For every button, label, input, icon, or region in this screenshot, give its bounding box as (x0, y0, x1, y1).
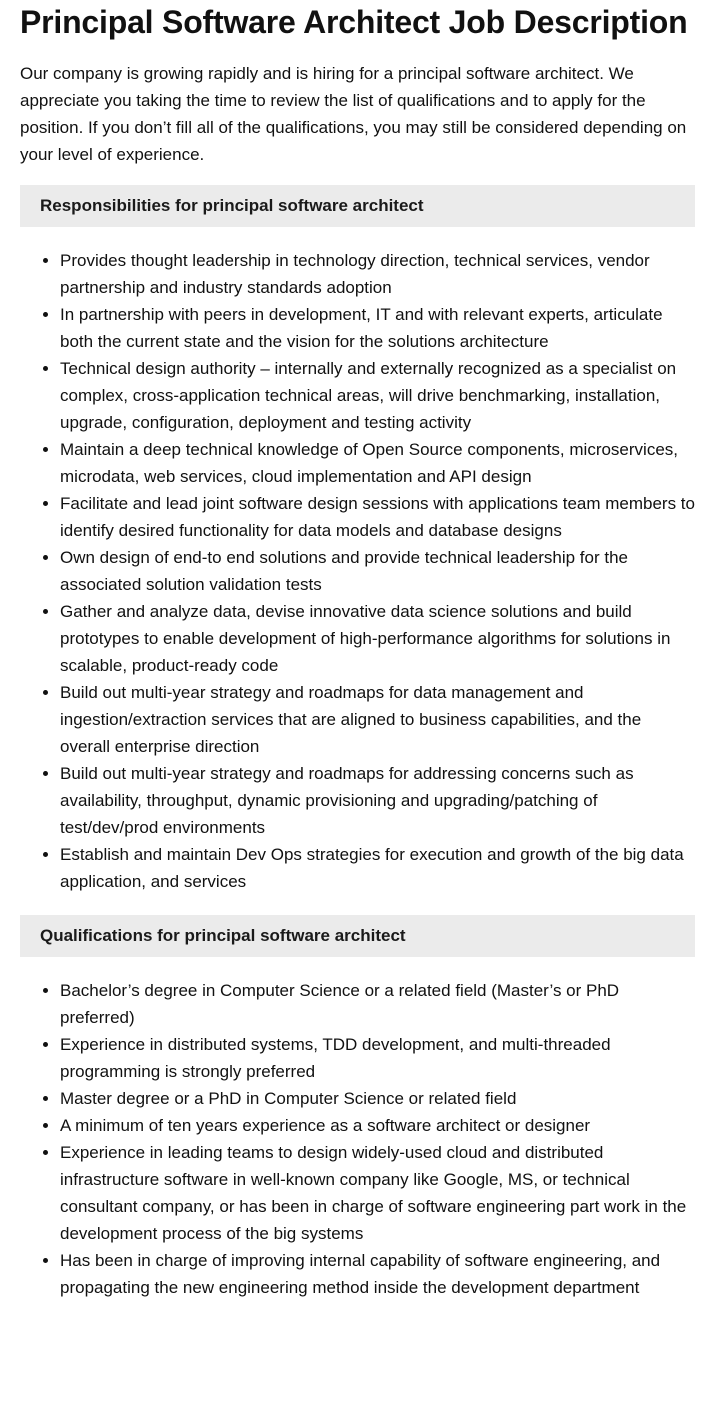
list-item: • Bachelor’s degree in Computer Science or a related field (Master’s or PhD preferred) (60, 977, 695, 1031)
list-item: • Experience in leading teams to design widely-used cloud and distributed infrastructure software in well-known company like Google, MS, or technical consultant company, or has been in charge of software engineering part work in the development process of the big systems (60, 1139, 695, 1247)
page-title: Principal Software Architect Job Description (20, 4, 688, 40)
list-item: • In partnership with peers in development, IT and with relevant experts, articulate both the current state and the vision for the solutions architecture (60, 301, 695, 355)
list-item: • A minimum of ten years experience as a software architect or designer (60, 1112, 695, 1139)
list-item: • Provides thought leadership in technology direction, technical services, vendor partnership and industry standards adoption (60, 247, 695, 301)
list-item: • Build out multi-year strategy and roadmaps for addressing concerns such as availability, throughput, dynamic provisioning and upgrading/patching of test/dev/prod environments (60, 760, 695, 841)
list-item: • Technical design authority – internally and externally recognized as a specialist on complex, cross-application technical areas, will drive benchmarking, installation, upgrade, configuration, deployment and testing activity (60, 355, 695, 436)
section-heading: Qualifications for principal software architect (20, 915, 695, 957)
section-list (20, 977, 695, 1301)
list-item: • Maintain a deep technical knowledge of Open Source components, microservices, microdata, web services, cloud implementation and API design (60, 436, 695, 490)
intro-paragraph: Our company is growing rapidly and is hiring for a principal software architect. We appreciate you taking the time to review the list of qualifications and to apply for the position. If you don’t fill all of the qualifications, you may still be considered depending on your level of experience. (20, 64, 687, 164)
list-item: • Has been in charge of improving internal capability of software engineering, and propagating the new engineering method inside the development department (60, 1247, 695, 1301)
list-item: • Build out multi-year strategy and roadmaps for data management and ingestion/extraction services that are aligned to business capabilities, and the overall enterprise direction (60, 679, 695, 760)
list-item: • Own design of end-to end solutions and provide technical leadership for the associated solution validation tests (60, 544, 695, 598)
list-item: • Gather and analyze data, devise innovative data science solutions and build prototypes to enable development of high-performance algorithms for solutions in scalable, product-ready code (60, 598, 695, 679)
list-item: • Facilitate and lead joint software design sessions with applications team members to identify desired functionality for data models and database designs (60, 490, 695, 544)
section-heading: Responsibilities for principal software architect (20, 185, 695, 227)
list-item: • Master degree or a PhD in Computer Science or related field (60, 1085, 695, 1112)
list-item: • Establish and maintain Dev Ops strategies for execution and growth of the big data application, and services (60, 841, 695, 895)
section-list (20, 247, 695, 895)
list-item: • Experience in distributed systems, TDD development, and multi-threaded programming is strongly preferred (60, 1031, 695, 1085)
